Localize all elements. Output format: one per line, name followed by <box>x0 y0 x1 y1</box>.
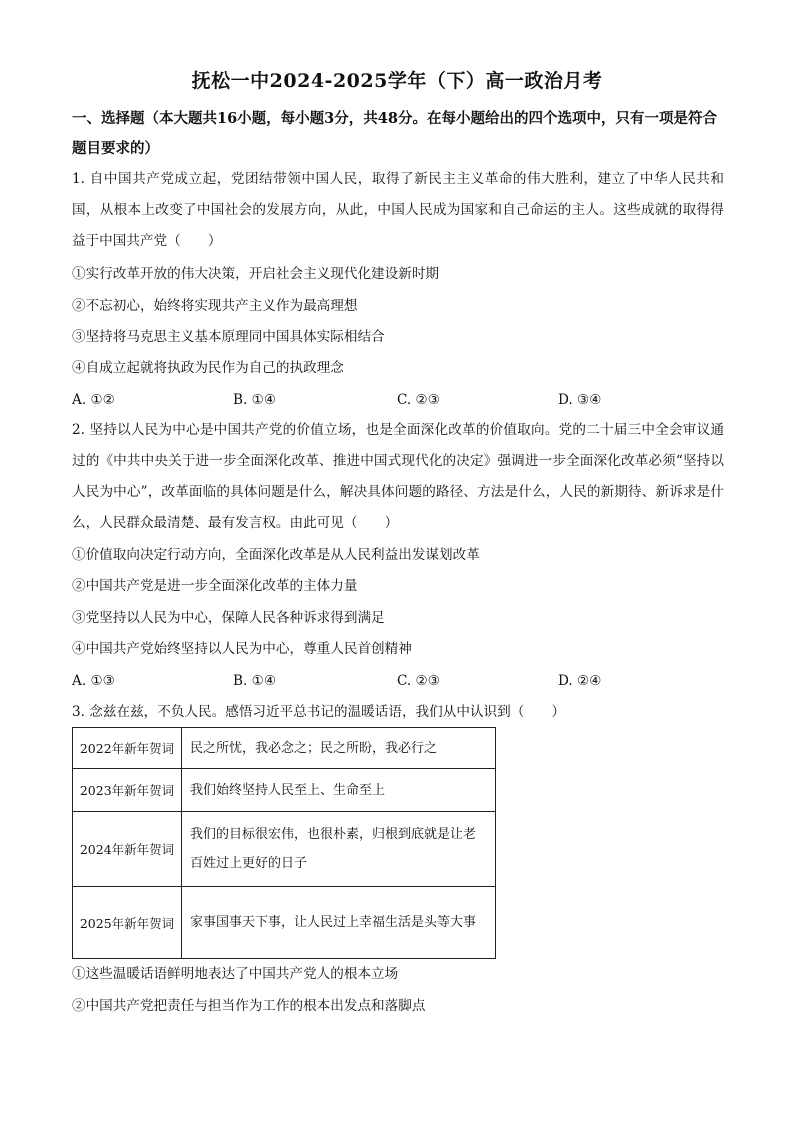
table-cell-year: 2025年新年贺词 <box>73 887 182 959</box>
table-row <box>73 812 496 887</box>
question-2-option-a: A. ①③ <box>72 673 115 689</box>
table-cell-quote: 我们的目标很宏伟，也很朴素，归根到底就是让老百姓过上更好的日子 <box>182 812 496 887</box>
question-1-option-b: B. ①④ <box>233 392 277 408</box>
question-3-stem: 3. 念兹在兹，不负人民。感悟习近平总书记的温暖话语，我们从中认识到（ ） <box>72 704 566 720</box>
question-1-statement-3: ③坚持将马克思主义基本原理同中国具体实际相结合 <box>72 329 385 345</box>
question-1-option-d: D. ③④ <box>558 392 602 408</box>
question-2-statement-3: ③党坚持以人民为中心，保障人民各种诉求得到满足 <box>72 610 385 626</box>
question-1-statement-2: ②不忘初心，始终将实现共产主义作为最高理想 <box>72 298 358 314</box>
table-cell-year: 2022年新年贺词 <box>73 728 182 769</box>
question-2-option-d: D. ②④ <box>558 673 602 689</box>
question-2-stem: 2. 坚持以人民为中心是中国共产党的价值立场，也是全面深化改革的价值取向。党的二十届三中全会审议通过的《中共中央关于进一步全面深化改革、推进中国式现代化的决定》强调进一步全面深化改革必须“坚持以人民为中心”，改革面临的具体问题是什么，解决具体问题的路径、方法是什么，人民的新期待、新诉求是什么，人民群众最清楚、最有发言权。由此可见（ ） <box>72 422 724 531</box>
question-2-statement-4: ④中国共产党始终坚持以人民为中心，尊重人民首创精神 <box>72 641 412 657</box>
table-cell-quote: 家事国事天下事，让人民过上幸福生活是头等大事 <box>182 887 496 959</box>
question-2-statement-2: ②中国共产党是进一步全面深化改革的主体力量 <box>72 578 358 594</box>
question-2-option-c: C. ②③ <box>397 673 440 689</box>
question-3-statement-2: ②中国共产党把责任与担当作为工作的根本出发点和落脚点 <box>72 998 426 1014</box>
question-1-option-c: C. ②③ <box>397 392 440 408</box>
table-cell-year: 2024年新年贺词 <box>73 812 182 887</box>
question-1-option-a: A. ①② <box>72 392 115 408</box>
question-3-statement-1: ①这些温暖话语鲜明地表达了中国共产党人的根本立场 <box>72 966 399 982</box>
question-1-statement-4: ④自成立起就将执政为民作为自己的执政理念 <box>72 360 344 376</box>
section-header: 一、选择题（本大题共16小题，每小题3分，共48分。在每小题给出的四个选项中，只有一项是符合题目要求的） <box>72 110 717 157</box>
question-2-statement-1: ①价值取向决定行动方向，全面深化改革是从人民利益出发谋划改革 <box>72 547 480 563</box>
question-1-statement-1: ①实行改革开放的伟大决策，开启社会主义现代化建设新时期 <box>72 266 440 282</box>
table-cell-year: 2023年新年贺词 <box>73 769 182 812</box>
table-cell-quote: 民之所忧，我必念之；民之所盼，我必行之 <box>182 728 496 769</box>
question-2-option-b: B. ①④ <box>233 673 277 689</box>
question-1-stem: 1. 自中国共产党成立起，党团结带领中国人民，取得了新民主主义革命的伟大胜利，建立了中华人民共和国，从根本上改变了中国社会的发展方向，从此，中国人民成为国家和自己命运的主人。这些成就的取得得益于中国共产党（ ） <box>72 171 724 249</box>
table-row <box>73 728 496 769</box>
table-row <box>73 887 496 959</box>
exam-title: 抚松一中2024-2025学年（下）高一政治月考 <box>191 70 603 92</box>
new-year-greetings-table <box>72 727 496 959</box>
table-row <box>73 769 496 812</box>
table-cell-quote: 我们始终坚持人民至上、生命至上 <box>182 769 496 812</box>
